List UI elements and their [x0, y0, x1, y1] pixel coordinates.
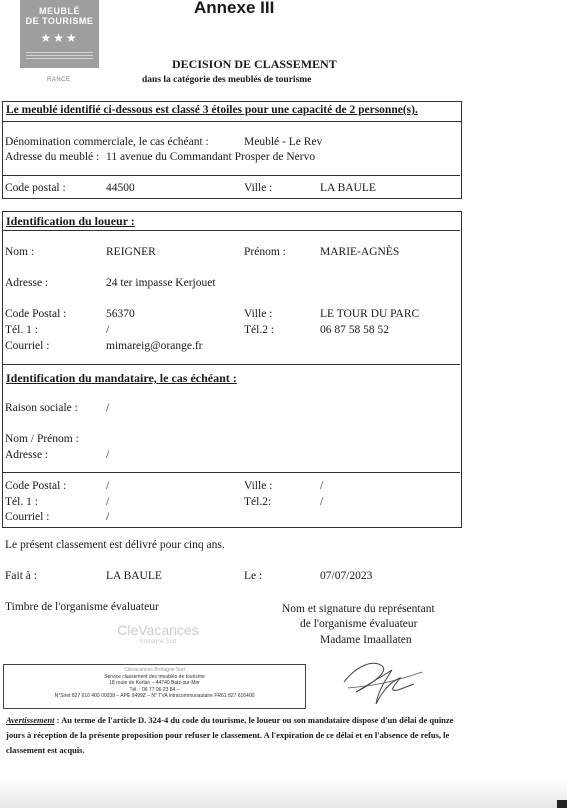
stamp-region: Bretagne Sud: [139, 639, 177, 645]
clevacances-stamp: [108, 622, 208, 650]
courriel-loueur-label: Courriel :: [5, 340, 50, 352]
annexe-title: Annexe III: [194, 0, 275, 17]
avertissement-label: Avertissement: [6, 715, 55, 725]
date-value: 07/07/2023: [320, 570, 373, 582]
fait-a-value: LA BAULE: [106, 570, 162, 582]
loueur-section-title: Identification du loueur :: [6, 214, 135, 228]
tel1-loueur-label: Tél. 1 :: [5, 324, 38, 336]
nom-prenom-mandataire-label: Nom / Prénom :: [5, 433, 79, 445]
loueur-mandataire-box: [2, 211, 462, 528]
tel2-loueur-label: Tél.2 :: [244, 324, 275, 336]
classement-divider: [3, 175, 460, 176]
raison-sociale-label: Raison sociale :: [5, 402, 78, 414]
avertissement-paragraph: [6, 713, 456, 758]
raison-sociale-value: /: [106, 402, 110, 414]
stamp-line1: Clévacances Bretagne Sud: [124, 667, 185, 673]
logo-line1: MEUBLÉ: [39, 6, 80, 16]
meuble-de-tourisme-logo: [20, 0, 99, 68]
code-postal-mandataire-value: /: [106, 480, 110, 492]
tel2-loueur-value: 06 87 58 58 52: [320, 324, 389, 336]
logo-fine-print: [26, 52, 93, 59]
date-label: Le :: [244, 570, 263, 582]
representant-name: Madame Imaallaten: [320, 634, 412, 646]
adresse-mandataire-value: /: [106, 449, 110, 461]
logo-stars: ★★★: [40, 31, 79, 45]
classement-statement: Le meublé identifié ci-dessous est classé 3 étoiles pour une capacité de 2 personne(s).: [6, 104, 418, 116]
adresse-meuble-value: 11 avenue du Commandant Prosper de Nervo: [106, 151, 316, 163]
tel1-loueur-value: /: [106, 324, 110, 336]
loueur-title-divider: [3, 230, 460, 231]
ville-loueur-value: LE TOUR DU PARC: [320, 308, 420, 320]
ville-meuble-value: LA BAULE: [320, 182, 376, 194]
atout-france-logo: [47, 77, 71, 83]
code-postal-mandataire-label: Code Postal :: [5, 480, 67, 492]
prenom-label: Prénom :: [244, 246, 286, 258]
scan-corner-mark: [557, 800, 567, 808]
code-postal-meuble-label: Code postal :: [5, 182, 66, 194]
courriel-loueur-value: mimareig@orange.fr: [106, 340, 203, 352]
scan-shadow: [0, 778, 567, 808]
nom-value: REIGNER: [106, 246, 156, 258]
timbre-label: Timbre de l'organisme évaluateur: [5, 601, 159, 613]
logo-line2: DE TOURISME: [25, 16, 94, 26]
code-postal-loueur-value: 56370: [106, 308, 135, 320]
ville-mandataire-label: Ville :: [244, 480, 273, 492]
ville-loueur-label: Ville :: [244, 308, 273, 320]
denomination-label: Dénomination commerciale, le cas échéant :: [5, 136, 209, 148]
code-postal-loueur-label: Code Postal :: [5, 308, 67, 320]
adresse-loueur-label: Adresse :: [5, 277, 49, 289]
stamp-line5: N°Siret 827 616 400 00038 – APE 9499Z – N° TVA intracommunautaire FR61 827 616400: [54, 693, 255, 699]
representant-line2: de l'organisme évaluateur: [300, 618, 418, 630]
ville-mandataire-value: /: [320, 480, 324, 492]
prenom-value: MARIE-AGNÈS: [320, 246, 400, 258]
stamp-line3: 18 route de Kerlan – 44740 Batz-sur-Mer: [109, 680, 200, 686]
adresse-mandataire-label: Adresse :: [5, 449, 49, 461]
tel1-mandataire-value: /: [106, 496, 110, 508]
organisme-stamp-box: [3, 664, 306, 709]
code-postal-meuble-value: 44500: [106, 182, 135, 194]
avertissement-text: : Au terme de l'article D. 324-4 du code du tourisme, le loueur ou son mandataire dispose d'un délai de quinze jours à réception de la présente proposition pour refuser le classement. A l'expiration de ce délai et en l'absence de refus, le classement est acquis.: [6, 715, 454, 755]
representant-line1: Nom et signature du représentant: [282, 603, 435, 615]
stamp-line4: Tél. : 06 77 06 23 84 –: [129, 686, 180, 693]
stamp-brand: CleVacances: [117, 622, 199, 638]
mandataire-section-title: Identification du mandataire, le cas échéant :: [6, 371, 237, 385]
nom-label: Nom :: [5, 246, 35, 258]
tel2-mandataire-label: Tél.2:: [244, 496, 272, 508]
adresse-meuble-label: Adresse du meublé :: [5, 151, 100, 163]
decision-subtitle: dans la catégorie des meublés de tourisme: [142, 75, 312, 85]
atout-france-logo-text: RANCE: [47, 77, 71, 83]
mandataire-bottom-divider: [3, 472, 460, 473]
validity-statement: Le présent classement est délivré pour cinq ans.: [5, 539, 225, 551]
courriel-mandataire-value: /: [106, 511, 110, 523]
decision-title: DECISION DE CLASSEMENT: [172, 57, 337, 71]
stamp-line2: Service classement des meublés de tourisme: [104, 673, 205, 680]
fait-a-label: Fait à :: [5, 570, 37, 582]
adresse-loueur-value: 24 ter impasse Kerjouet: [106, 277, 216, 289]
handwritten-signature: [338, 652, 428, 708]
mandataire-top-divider: [3, 364, 460, 365]
tel1-mandataire-label: Tél. 1 :: [5, 496, 38, 508]
ville-meuble-label: Ville :: [244, 182, 273, 194]
denomination-value: Meublé - Le Rev: [244, 136, 323, 148]
tel2-mandataire-value: /: [320, 496, 324, 508]
courriel-mandataire-label: Courriel :: [5, 511, 50, 523]
